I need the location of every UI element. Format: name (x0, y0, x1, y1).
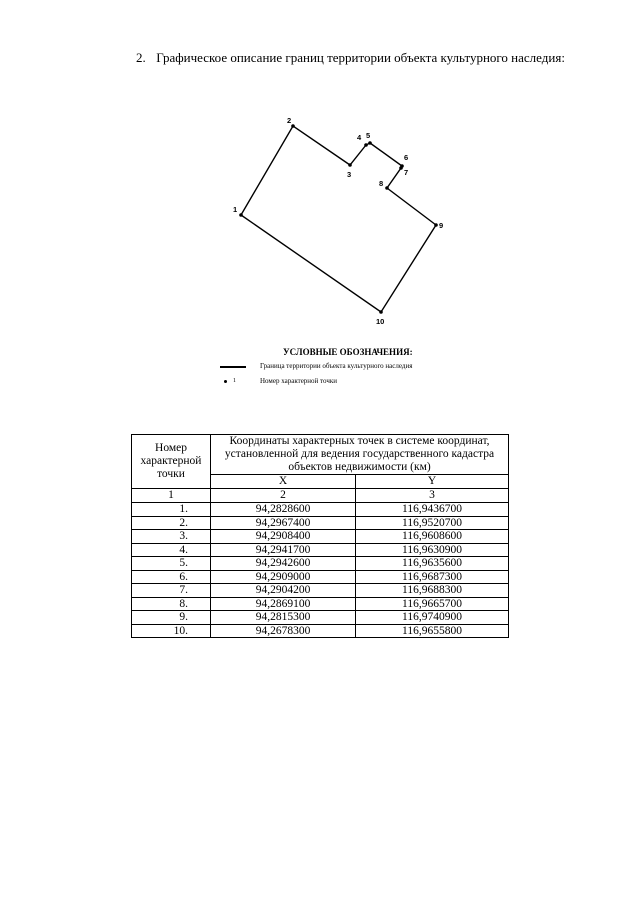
coordinates-table (131, 434, 509, 638)
legend-point-symbol: 1 (233, 378, 236, 384)
point-marker-5 (368, 141, 372, 145)
point-label-4: 4 (357, 133, 362, 142)
row-y: 116,9665700 (356, 597, 509, 611)
legend-boundary-line (220, 366, 246, 368)
row-y: 116,9520700 (356, 516, 509, 530)
point-label-5: 5 (366, 131, 371, 140)
row-y: 116,9436700 (356, 503, 509, 517)
legend-point-label: Номер характерной точки (260, 377, 337, 385)
row-y: 116,9655800 (356, 624, 509, 638)
table-row (132, 584, 509, 598)
row-x: 94,2869100 (211, 597, 356, 611)
row-number: 9. (132, 611, 211, 625)
row-number: 3. (132, 530, 211, 544)
table-row (132, 557, 509, 571)
point-label-1: 1 (233, 205, 238, 214)
row-x: 94,2678300 (211, 624, 356, 638)
point-label-10: 10 (376, 317, 385, 326)
point-marker-3 (348, 163, 352, 167)
point-label-9: 9 (439, 221, 444, 230)
point-label-7: 7 (404, 168, 409, 177)
row-x: 94,2828600 (211, 503, 356, 517)
header-x: X (211, 475, 356, 489)
header-y: Y (356, 475, 509, 489)
row-x: 94,2941700 (211, 543, 356, 557)
table-row (132, 503, 509, 517)
table-row (132, 543, 509, 557)
table-row (132, 570, 509, 584)
point-label-2: 2 (287, 116, 292, 125)
point-marker-10 (379, 310, 383, 314)
header-coordinates: Координаты характерных точек в системе координат, установленной для ведения государственного кадастра объектов недвижимости (км) (211, 435, 509, 475)
row-y: 116,9687300 (356, 570, 509, 584)
row-x: 94,2967400 (211, 516, 356, 530)
table-row (132, 530, 509, 544)
row-number: 1. (132, 503, 211, 517)
legend-point-dot (224, 380, 227, 383)
table-row (132, 611, 509, 625)
table-row (132, 597, 509, 611)
section-title: Графическое описание границ территории объекта культурного наследия: (156, 50, 565, 65)
point-marker-8 (385, 186, 389, 190)
legend-boundary-label: Граница территории объекта культурного наследия (260, 362, 413, 370)
row-y: 116,9635600 (356, 557, 509, 571)
row-number: 5. (132, 557, 211, 571)
section-number: 2. (136, 50, 146, 65)
row-number: 7. (132, 584, 211, 598)
table-row (132, 624, 509, 638)
table-row (132, 516, 509, 530)
point-label-8: 8 (379, 179, 384, 188)
row-y: 116,9630900 (356, 543, 509, 557)
point-label-3: 3 (347, 170, 352, 179)
row-number: 2. (132, 516, 211, 530)
index-cell-1: 1 (132, 489, 211, 503)
index-cell-2: 2 (211, 489, 356, 503)
row-number: 6. (132, 570, 211, 584)
row-y: 116,9608600 (356, 530, 509, 544)
row-x: 94,2909000 (211, 570, 356, 584)
index-cell-3: 3 (356, 489, 509, 503)
point-label-6: 6 (404, 153, 409, 162)
row-number: 8. (132, 597, 211, 611)
row-y: 116,9740900 (356, 611, 509, 625)
boundary-plan (0, 0, 640, 340)
row-y: 116,9688300 (356, 584, 509, 598)
row-x: 94,2908400 (211, 530, 356, 544)
row-x: 94,2815300 (211, 611, 356, 625)
point-marker-9 (434, 223, 438, 227)
row-number: 10. (132, 624, 211, 638)
point-marker-7 (399, 166, 403, 170)
point-marker-4 (364, 143, 368, 147)
point-marker-1 (239, 213, 243, 217)
row-number: 4. (132, 543, 211, 557)
row-x: 94,2904200 (211, 584, 356, 598)
legend-title: УСЛОВНЫЕ ОБОЗНАЧЕНИЯ: (283, 347, 413, 357)
row-x: 94,2942600 (211, 557, 356, 571)
header-point-number: Номер характерной точки (132, 435, 211, 489)
point-marker-2 (291, 124, 295, 128)
